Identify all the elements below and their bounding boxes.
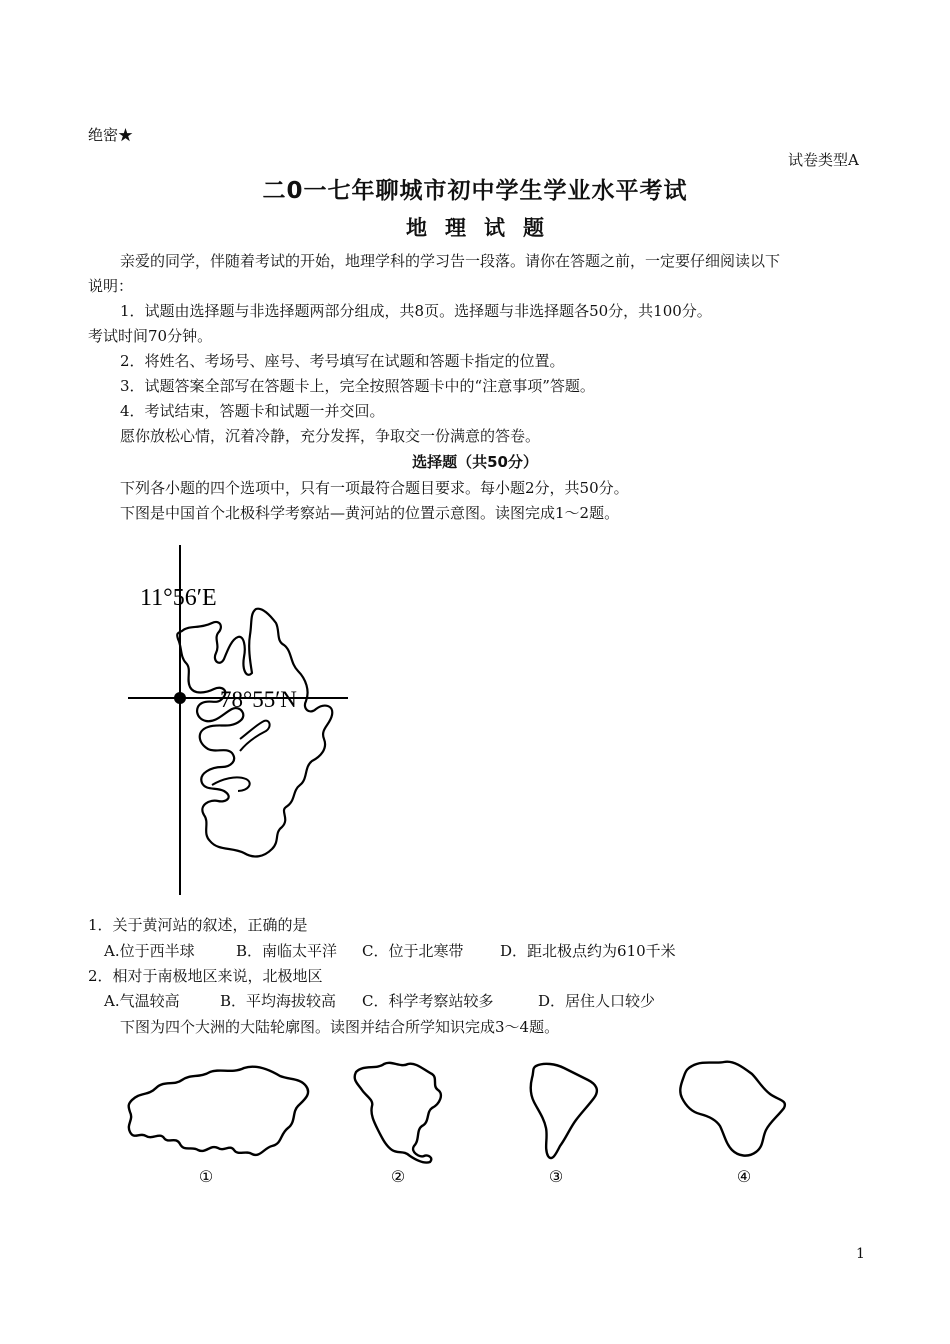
longitude-label: 11°56′E <box>140 585 217 611</box>
station-location-map <box>120 535 360 900</box>
option-c: C．位于北寒带 <box>362 942 464 960</box>
eurasia-outline <box>129 1067 308 1155</box>
continent-outlines <box>120 1050 800 1195</box>
option-a: A.气温较高 <box>104 992 180 1010</box>
question-1-options <box>104 940 676 961</box>
continent-label-2: ② <box>390 1169 406 1186</box>
island-outline <box>177 609 332 857</box>
south-america-outline <box>531 1064 597 1158</box>
confidential-mark: 绝密★ <box>88 126 134 144</box>
option-b: B．南临太平洋 <box>236 942 338 960</box>
option-c: C．科学考察站较多 <box>362 992 494 1010</box>
fjord-detail <box>240 721 270 751</box>
question-2-stem: 2．相对于南极地区来说，北极地区 <box>88 967 323 985</box>
page-title: 二0一七年聊城市初中学生学业水平考试 <box>262 178 688 204</box>
option-d: D．居住人口较少 <box>538 992 656 1010</box>
instruction-4: 4．考试结束，答题卡和试题一并交回。 <box>120 402 385 420</box>
wish-line: 愿你放松心情，沉着冷静，充分发挥，争取交一份满意的答卷。 <box>120 427 541 445</box>
continent-label-3: ③ <box>548 1169 564 1186</box>
page-subtitle: 地理试题 <box>406 216 562 240</box>
question-2-options <box>104 990 655 1011</box>
intro-line-cont: 说明： <box>88 277 134 295</box>
page-number: 1 <box>856 1246 865 1262</box>
option-a: A.位于西半球 <box>104 942 195 960</box>
intro-line: 亲爱的同学，伴随着考试的开始，地理学科的学习告一段落。请你在答题之前，一定要仔细阅读以下 <box>120 252 781 270</box>
section-heading: 选择题（共50分） <box>412 453 538 471</box>
north-america-outline <box>355 1063 441 1163</box>
instruction-2: 2．将姓名、考场号、座号、考号填写在试题和答题卡指定的位置。 <box>120 352 565 370</box>
latitude-label: 78°55′N <box>220 687 297 712</box>
continent-label-1: ① <box>198 1169 214 1186</box>
instruction-1: 1．试题由选择题与非选择题两部分组成，共8页。选择题与非选择题各50分，共100分。 <box>120 302 712 320</box>
option-b: B．平均海拔较高 <box>220 992 337 1010</box>
section-instruction: 下列各小题的四个选项中，只有一项最符合题目要求。每小题2分，共50分。 <box>120 479 629 497</box>
paper-type: 试卷类型A <box>788 151 859 169</box>
instruction-3: 3．试题答案全部写在答题卡上，完全按照答题卡中的“注意事项”答题。 <box>120 377 595 395</box>
map-intro: 下图是中国首个北极科学考察站—黄河站的位置示意图。读图完成1～2题。 <box>120 504 620 522</box>
question-1-stem: 1．关于黄河站的叙述，正确的是 <box>88 916 308 934</box>
instruction-1-cont: 考试时间70分钟。 <box>88 327 213 345</box>
station-marker <box>174 692 186 704</box>
continents-intro: 下图为四个大洲的大陆轮廓图。读图并结合所学知识完成3～4题。 <box>120 1018 560 1036</box>
option-d: D．距北极点约为610千米 <box>500 942 676 960</box>
africa-outline <box>680 1062 785 1156</box>
continent-label-4: ④ <box>736 1169 752 1186</box>
